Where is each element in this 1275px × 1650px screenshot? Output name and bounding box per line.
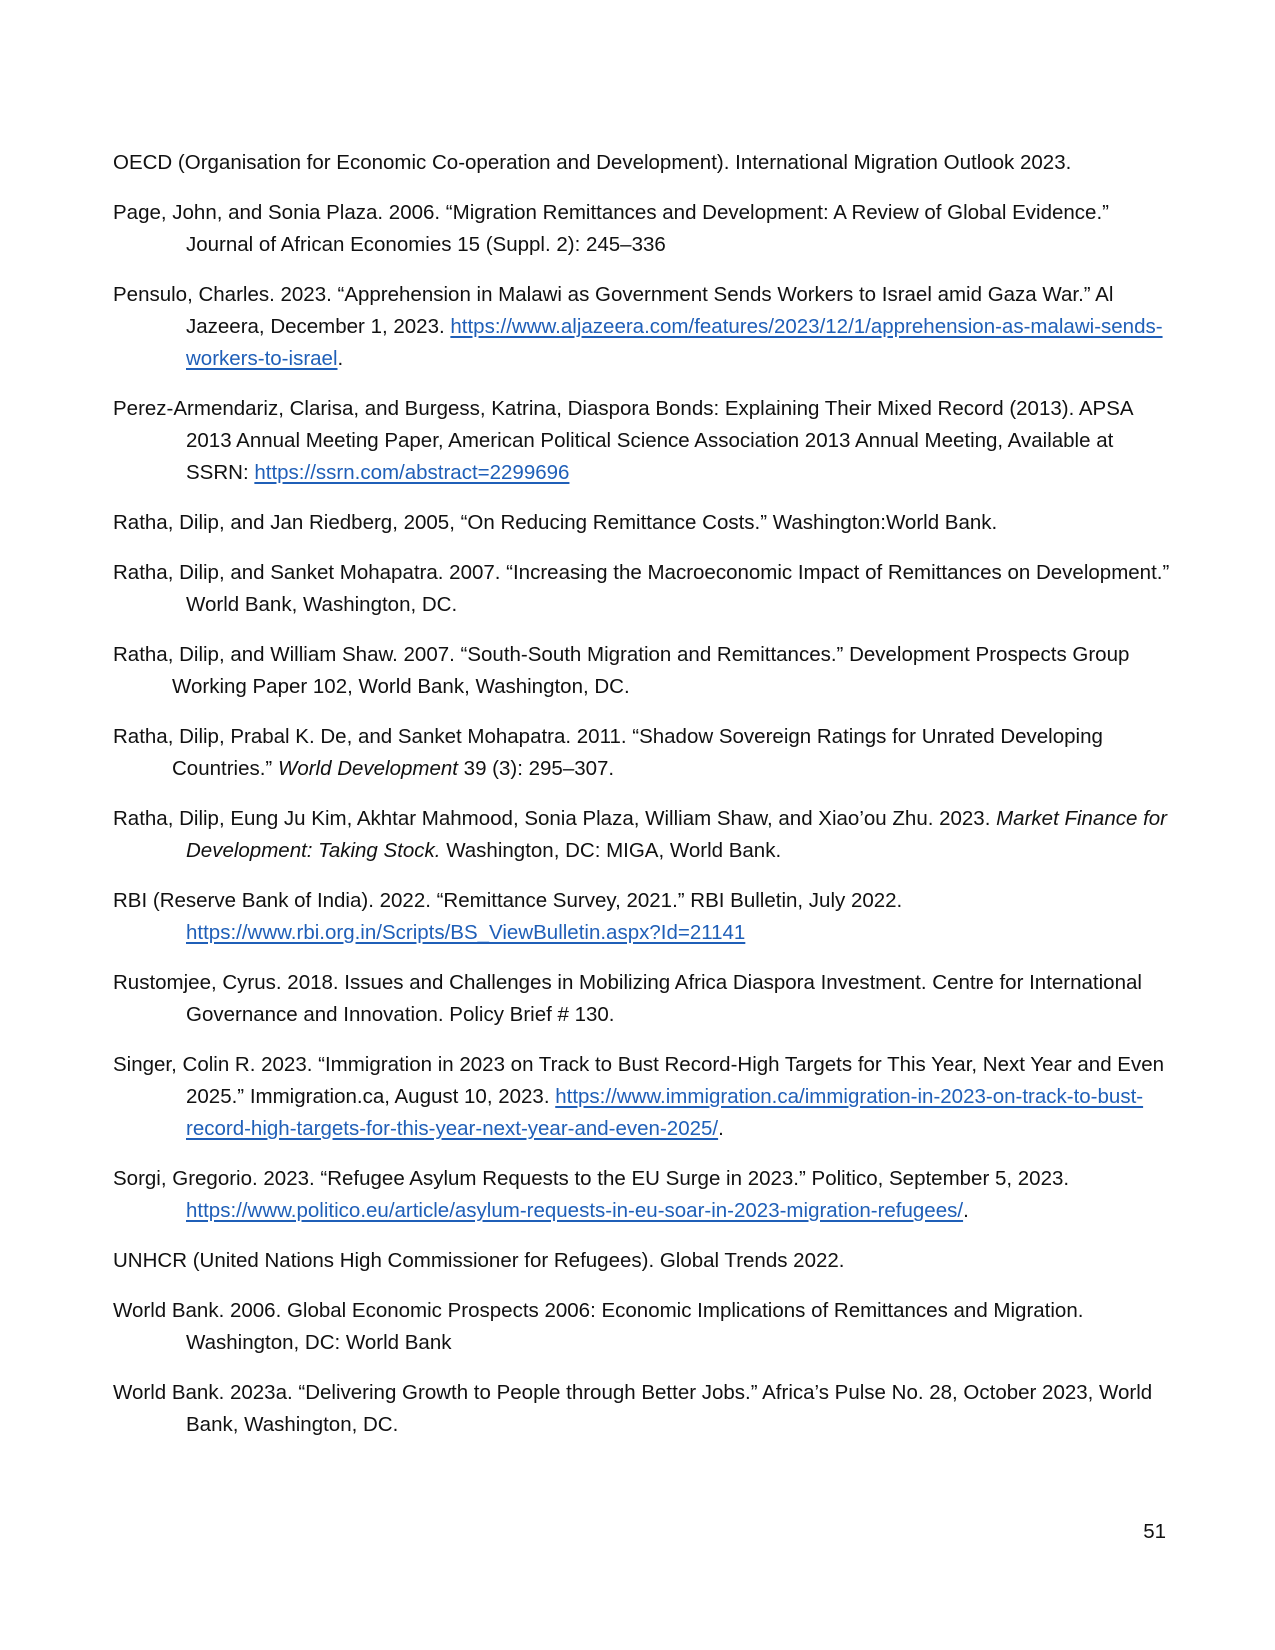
reference-text: Perez-Armendariz, Clarisa, and Burgess, Katrina, Diaspora Bonds: Explaining Their Mixed Record (2013). APSA 2013 Annual Meeting Paper, American Political Science Association 2013 Annual Meeting, Available at SSRN: (113, 397, 1133, 484)
reference-entry-sorgi (113, 1163, 1171, 1227)
reference-text-trailing: . (718, 1117, 724, 1140)
reference-text: Singer, Colin R. 2023. “Immigration in 2023 on Track to Bust Record-High Targets for This Year, Next Year and Even 2025.” Immigration.ca, August 10, 2023. (113, 1053, 1165, 1108)
reference-entry-ratha-shaw (113, 639, 1171, 703)
reference-text: UNHCR (United Nations High Commissioner for Refugees). Global Trends 2022. (113, 1249, 845, 1272)
reference-entry-unhcr (113, 1245, 1171, 1277)
reference-text: Ratha, Dilip, Eung Ju Kim, Akhtar Mahmood, Sonia Plaza, William Shaw, and Xiao’ou Zhu. 2023. (113, 807, 997, 830)
reference-link-immigration[interactable]: https://www.immigration.ca/immigration-in-2023-on-track-to-bust-record-high-targets-for-this-year-next-year-and-even-2025/ (186, 1085, 1144, 1140)
reference-book-title: Market Finance for Development: Taking Stock. (186, 807, 1168, 862)
reference-text: Sorgi, Gregorio. 2023. “Refugee Asylum Requests to the EU Surge in 2023.” Politico, September 5, 2023. (113, 1167, 1070, 1190)
reference-entry-world-bank-2006 (113, 1295, 1171, 1359)
reference-entry-rustomjee (113, 967, 1171, 1031)
reference-entry-page-plaza (113, 197, 1171, 261)
reference-link-rbi[interactable]: https://www.rbi.org.in/Scripts/BS_ViewBulletin.aspx?Id=21141 (186, 921, 746, 944)
reference-entry-pensulo (113, 279, 1171, 375)
reference-text: OECD (Organisation for Economic Co-operation and Development). International Migration Outlook 2023. (113, 151, 1072, 174)
reference-entry-perez-armendariz (113, 393, 1171, 489)
reference-text: RBI (Reserve Bank of India). 2022. “Remittance Survey, 2021.” RBI Bulletin, July 2022. (113, 889, 903, 912)
reference-text: World Bank. 2006. Global Economic Prospects 2006: Economic Implications of Remittances and Migration. Washington, DC: World Bank (113, 1299, 1084, 1354)
reference-text-trailing: 39 (3): 295–307. (457, 757, 615, 780)
reference-text: Rustomjee, Cyrus. 2018. Issues and Challenges in Mobilizing Africa Diaspora Investment. Centre for International Governance and Innovation. Policy Brief # 130. (113, 971, 1142, 1026)
reference-text: Ratha, Dilip, and Sanket Mohapatra. 2007. “Increasing the Macroeconomic Impact of Remittances on Development.” World Bank, Washington, DC. (113, 561, 1170, 616)
reference-entry-singer (113, 1049, 1171, 1145)
reference-journal-title: World Development (277, 757, 458, 780)
page-number: 51 (1143, 1520, 1166, 1543)
reference-entry-ratha-kim (113, 803, 1171, 867)
reference-text: Ratha, Dilip, and William Shaw. 2007. “South-South Migration and Remittances.” Development Prospects Group Working Paper 102, World Bank, Washington, DC. (113, 643, 1130, 698)
reference-entry-world-bank-2023a (113, 1377, 1171, 1441)
reference-link-aljazeera[interactable]: https://www.aljazeera.com/features/2023/12/1/apprehension-as-malawi-sends-workers-to-israel (186, 315, 1163, 370)
reference-link-ssrn[interactable]: https://ssrn.com/abstract=2299696 (254, 461, 570, 484)
reference-link-politico[interactable]: https://www.politico.eu/article/asylum-requests-in-eu-soar-in-2023-migration-refugees/ (186, 1199, 964, 1222)
reference-text: Pensulo, Charles. 2023. “Apprehension in Malawi as Government Sends Workers to Israel amid Gaza War.” Al Jazeera, December 1, 2023. (113, 283, 1114, 338)
reference-text-trailing: Washington, DC: MIGA, World Bank. (440, 839, 782, 862)
reference-entry-ratha-mohapatra (113, 557, 1171, 621)
reference-text: World Bank. 2023a. “Delivering Growth to People through Better Jobs.” Africa’s Pulse No. 28, October 2023, World Bank, Washington, DC. (113, 1381, 1153, 1436)
reference-entry-rbi (113, 885, 1171, 949)
reference-list (113, 147, 1171, 1459)
reference-text-trailing: . (337, 347, 344, 370)
reference-text: Ratha, Dilip, and Jan Riedberg, 2005, “On Reducing Remittance Costs.” Washington:World Bank. (113, 511, 998, 534)
reference-text: Ratha, Dilip, Prabal K. De, and Sanket Mohapatra. 2011. “Shadow Sovereign Ratings for Unrated Developing Countries.” (113, 725, 1103, 780)
reference-entry-ratha-de-mohapatra (113, 721, 1171, 785)
reference-entry-ratha-riedberg (113, 507, 1171, 539)
reference-text: Page, John, and Sonia Plaza. 2006. “Migration Remittances and Development: A Review of Global Evidence.” Journal of African Economies 15 (Suppl. 2): 245–336 (113, 201, 1109, 256)
reference-entry-oecd (113, 147, 1171, 179)
reference-text-trailing: . (963, 1199, 969, 1222)
